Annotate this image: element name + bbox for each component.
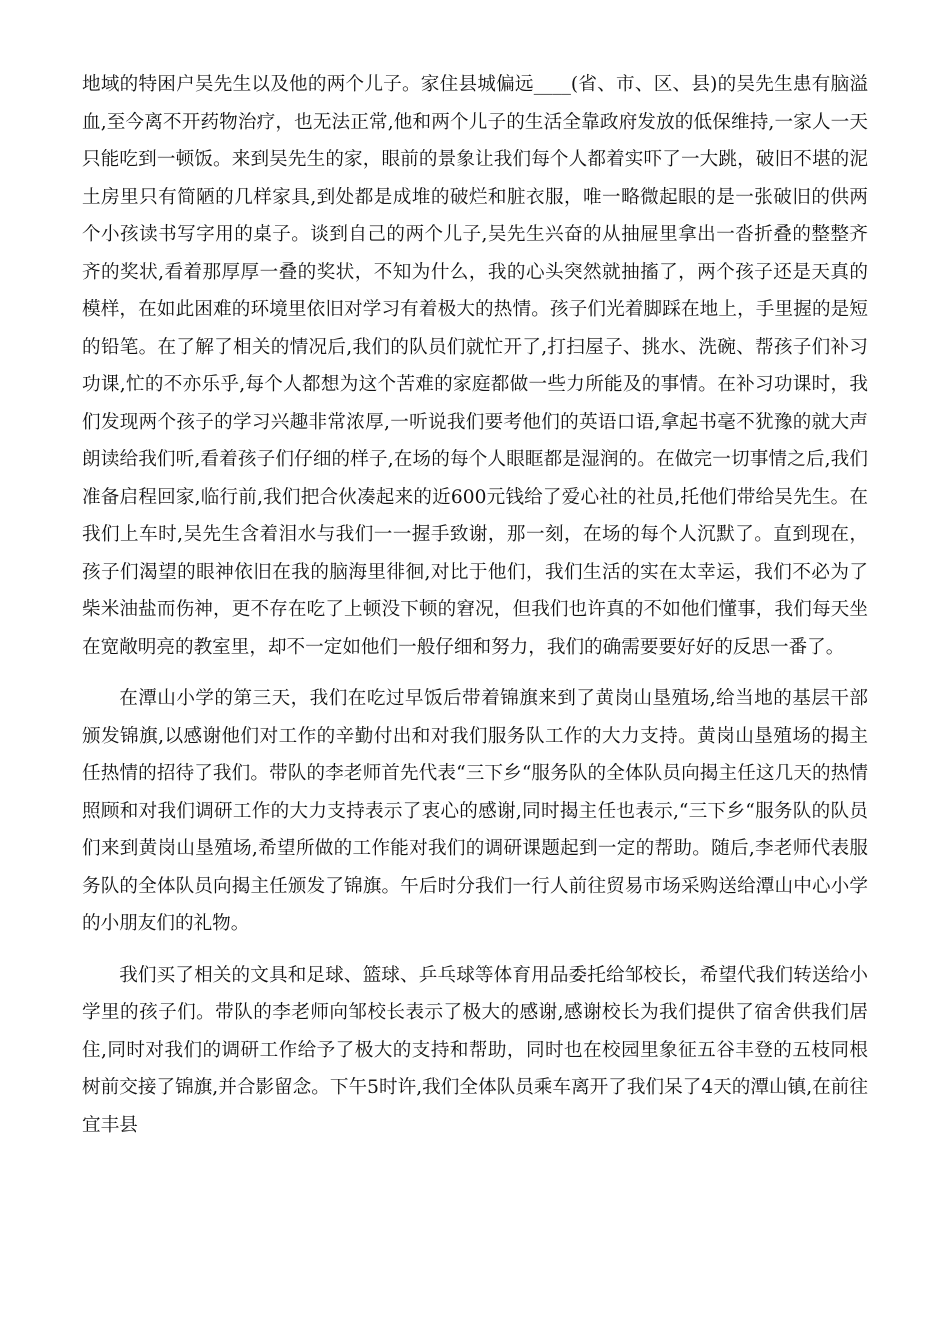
paragraph-banner-presentation: 在潭山小学的第三天，我们在吃过早饭后带着锦旗来到了黄岗山垦殖场,给当地的基层干部颁发锦旗,以感谢他们对工作的辛勤付出和对我们服务队工作的大力支持。黄岗山垦殖场的揭主任热情的招待了我们。带队的李老师首先代表“三下乡“服务队的全体队员向揭主任这几天的热情照顾和对我们调研工作的大力支持表示了衷心的感谢,同时揭主任也表示,“三下乡“服务队的队员们来到黄岗山垦殖场,希望所做的工作能对我们的调研课题起到一定的帮助。随后,李老师代表服务队的全体队员向揭主任颁发了锦旗。午后时分我们一行人前往贸易市场采购送给潭山中心小学的小朋友们的礼物。	[82, 688, 868, 934]
paragraph-wu-family-visit: 地域的特困户吴先生以及他的两个儿子。家住县城偏远____(省、市、区、县)的吴先生患有脑溢血,至今离不开药物治疗，也无法正常,他和两个儿子的生活全靠政府发放的低保维持,一家人一天只能吃到一顿饭。来到吴先生的家，眼前的景象让我们每个人都着实吓了一大跳，破旧不堪的泥土房里只有简陋的几样家具,到处都是成堆的破烂和脏衣服，唯一略微起眼的是一张破旧的供两个小孩读书写字用的桌子。谈到自己的两个儿子,吴先生兴奋的从抽屉里拿出一沓折叠的整整齐齐的奖状,看着那厚厚一叠的奖状，不知为什么，我的心头突然就抽搐了，两个孩子还是天真的模样，在如此困难的环境里依旧对学习有着极大的热情。孩子们光着脚踩在地上，手里握的是短的铅笔。在了解了相关的情况后,我们的队员们就忙开了,打扫屋子、挑水、洗碗、帮孩子们补习功课,忙的不亦乐乎,每个人都想为这个苦难的家庭都做一些力所能及的事情。在补习功课时，我们发现两个孩子的学习兴趣非常浓厚,一听说我们要考他们的英语口语,拿起书毫不犹豫的就大声朗读给我们听,看着孩子们仔细的样子,在场的每个人眼眶都是湿润的。在做完一切事情之后,我们准备启程回家,临行前,我们把合伙凑起来的近600元钱给了爱心社的社员,托他们带给吴先生。在我们上车时,吴先生含着泪水与我们一一握手致谢，那一刻，在场的每个人沉默了。直到现在，孩子们渴望的眼神依旧在我的脑海里徘徊,对比于他们，我们生活的实在太幸运，我们不必为了柴米油盐而伤神，更不存在吃了上顿没下顿的窘况，但我们也许真的不如他们懂事，我们每天坐在宽敞明亮的教室里，却不一定如他们一般仔细和努力，我们的确需要要好好的反思一番了。	[82, 74, 868, 658]
document-page	[82, 66, 868, 1144]
paragraph-gifts-and-departure: 我们买了相关的文具和足球、篮球、乒乓球等体育用品委托给邹校长，希望代我们转送给小学里的孩子们。带队的李老师向邹校长表示了极大的感谢,感谢校长为我们提供了宿舍供我们居住,同时对我们的调研工作给予了极大的支持和帮助，同时也在校园里象征五谷丰登的五枝同根树前交接了锦旗,并合影留念。下午5时许,我们全体队员乘车离开了我们呆了4天的潭山镇,在前往宜丰县	[82, 964, 868, 1136]
